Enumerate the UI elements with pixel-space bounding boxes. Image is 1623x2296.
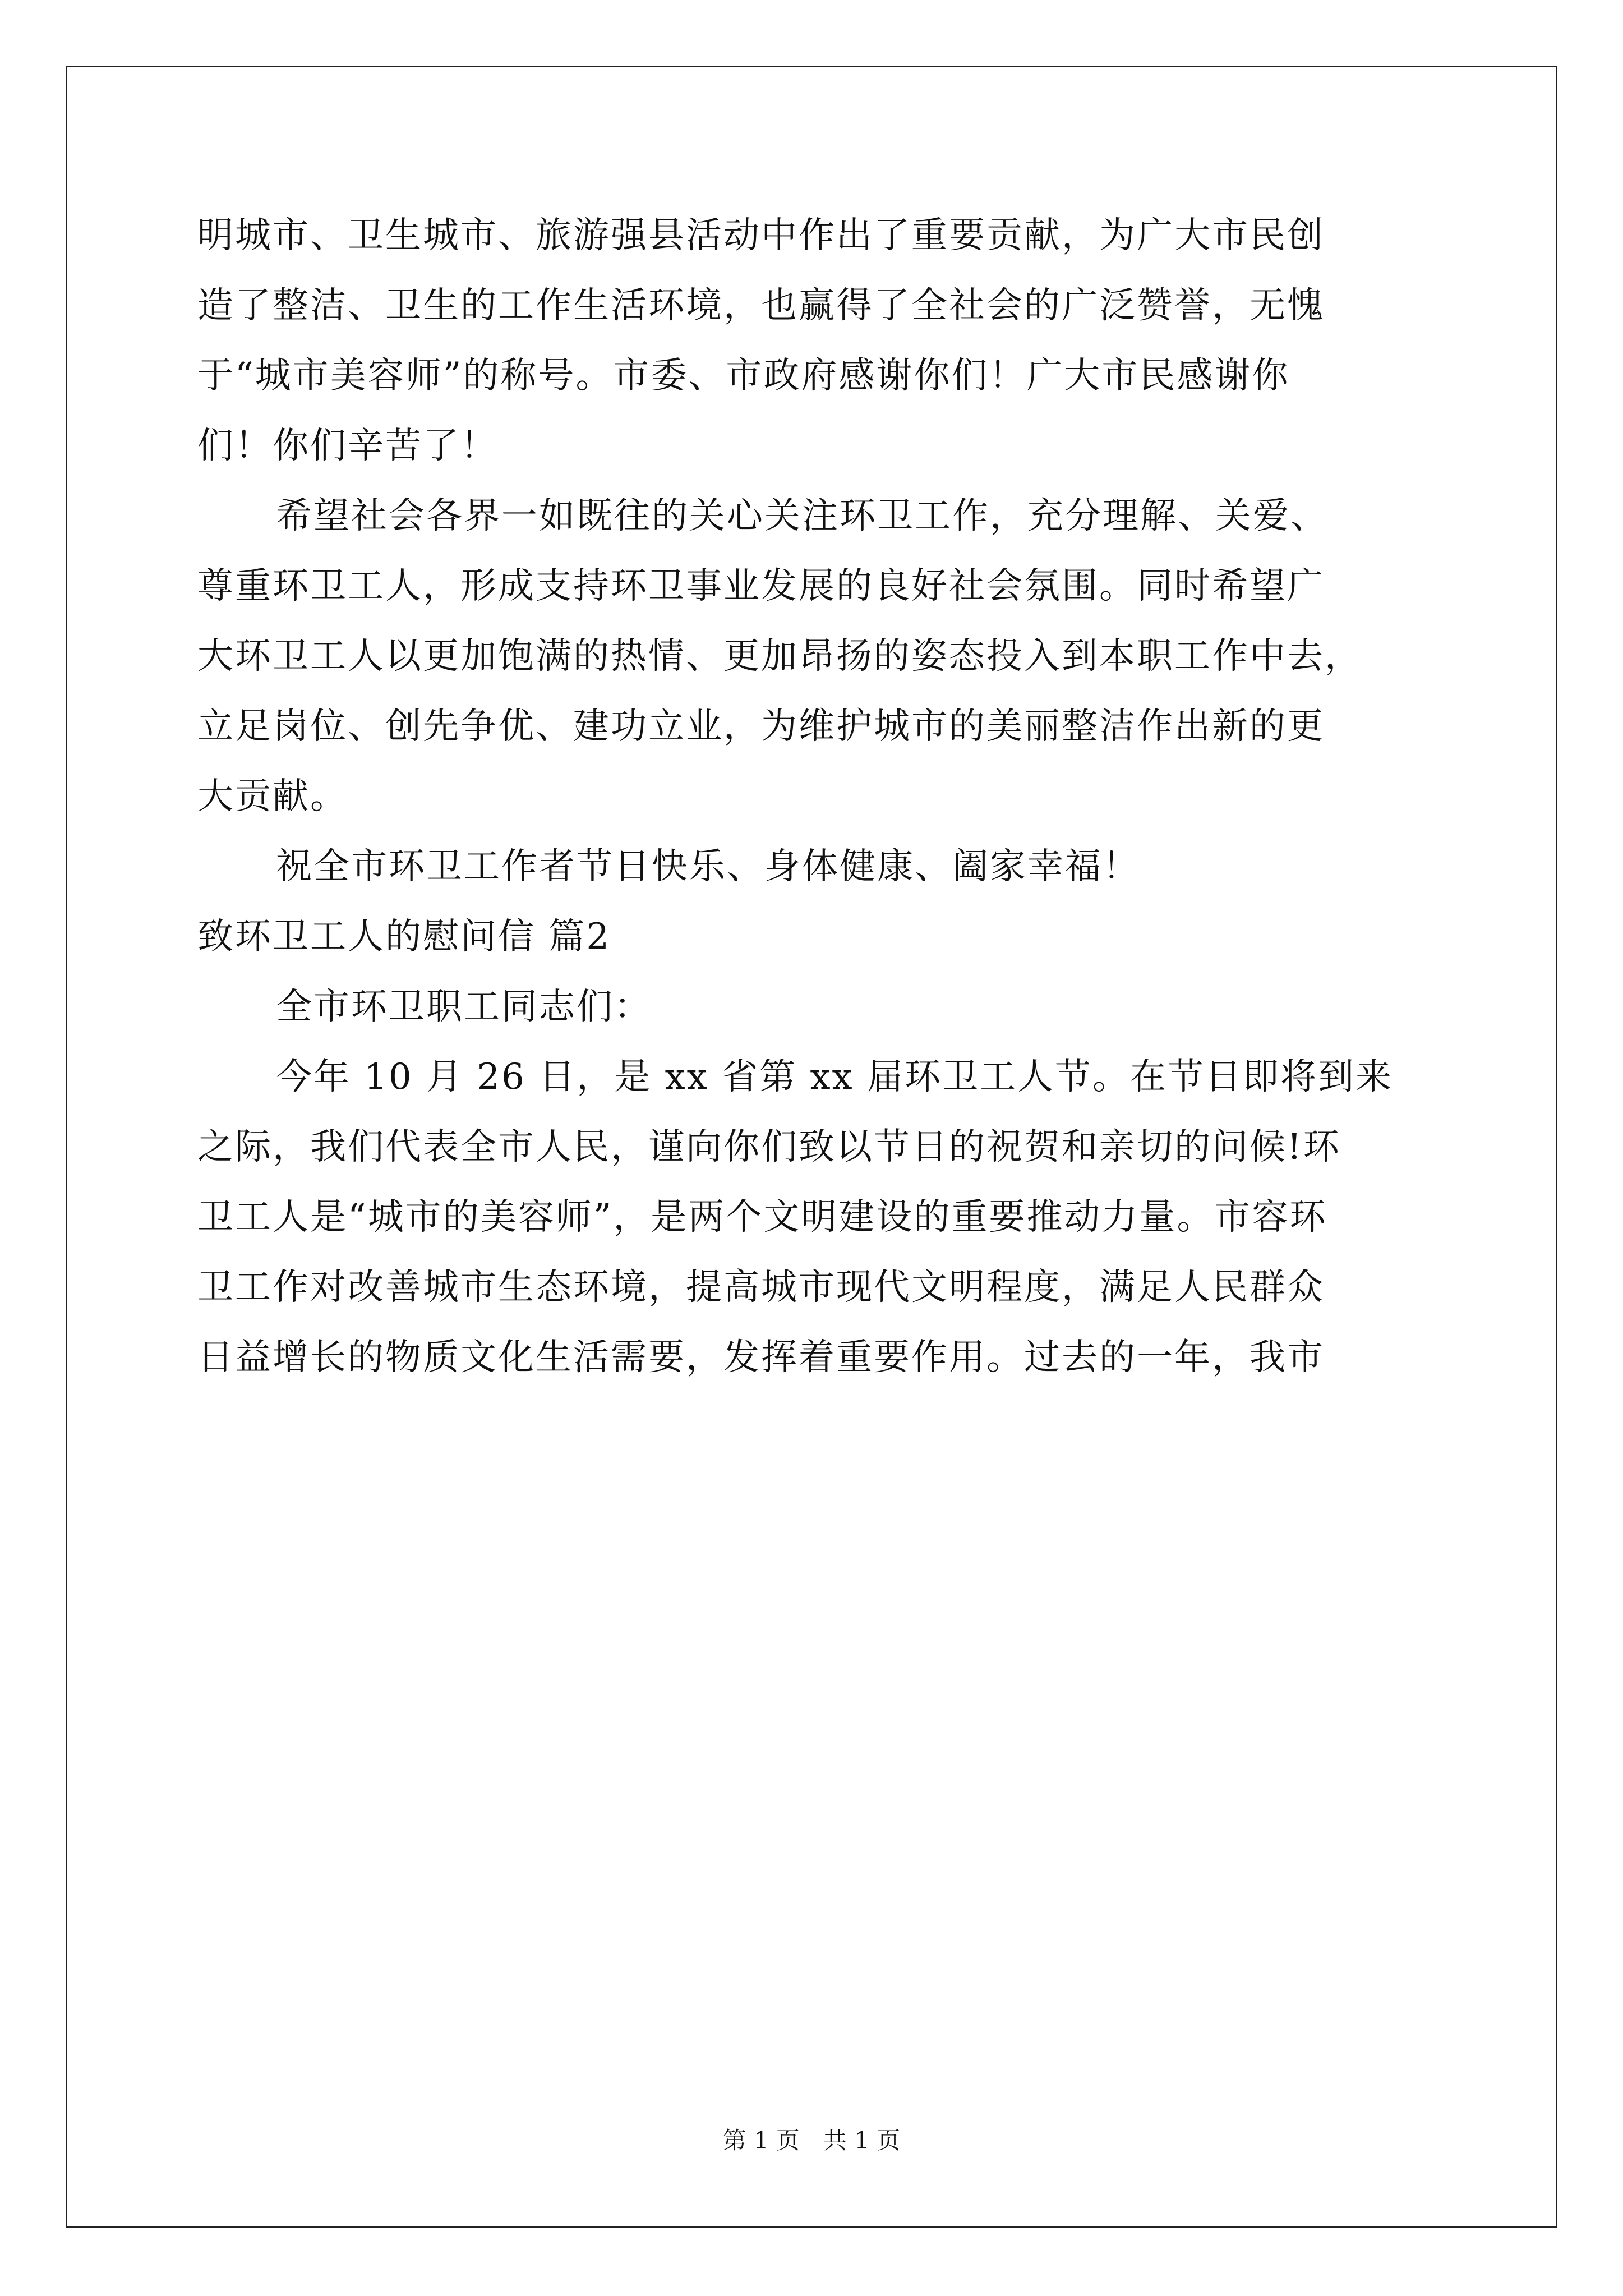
paragraph-2-line-5: 大贡献。 (197, 776, 348, 817)
paragraph-1-line-3: 于“城市美容师”的称号。市委、市政府感谢你们！广大市民感谢你 (197, 355, 1290, 397)
paragraph-4-line-1: 今年 10 月 26 日，是 xx 省第 xx 届环卫工人节。在节日即将到来 (276, 1056, 1393, 1098)
paragraph-4-line-3: 卫工人是“城市的美容师”，是两个文明建设的重要推动力量。市容环 (197, 1197, 1327, 1238)
page-number-footer: 第 1 页 共 1 页 (722, 2127, 901, 2154)
salutation: 全市环卫职工同志们： (276, 986, 652, 1028)
paragraph-1-line-4: 们！你们辛苦了！ (197, 425, 498, 467)
section-heading: 致环卫工人的慰问信 篇2 (197, 916, 611, 958)
paragraph-1-line-1: 明城市、卫生城市、旅游强县活动中作出了重要贡献，为广大市民创 (197, 215, 1325, 256)
paragraph-3-line-1: 祝全市环卫工作者节日快乐、身体健康、阖家幸福！ (276, 846, 1140, 887)
paragraph-2-line-2: 尊重环卫工人，形成支持环卫事业发展的良好社会氛围。同时希望广 (197, 565, 1325, 607)
paragraph-4-line-2: 之际，我们代表全市人民，谨向你们致以节日的祝贺和亲切的问候!环 (197, 1126, 1341, 1168)
paragraph-2-line-4: 立足岗位、创先争优、建功立业，为维护城市的美丽整洁作出新的更 (197, 706, 1325, 747)
paragraph-4-line-5: 日益增长的物质文化生活需要，发挥着重要作用。过去的一年，我市 (197, 1337, 1325, 1378)
paragraph-2-line-1: 希望社会各界一如既往的关心关注环卫工作，充分理解、关爱、 (276, 495, 1328, 537)
paragraph-2-line-3: 大环卫工人以更加饱满的热情、更加昂扬的姿态投入到本职工作中去， (197, 636, 1362, 677)
paragraph-4-line-4: 卫工作对改善城市生态环境，提高城市现代文明程度，满足人民群众 (197, 1267, 1325, 1308)
paragraph-1-line-2: 造了整洁、卫生的工作生活环境，也赢得了全社会的广泛赞誉，无愧 (197, 285, 1325, 326)
